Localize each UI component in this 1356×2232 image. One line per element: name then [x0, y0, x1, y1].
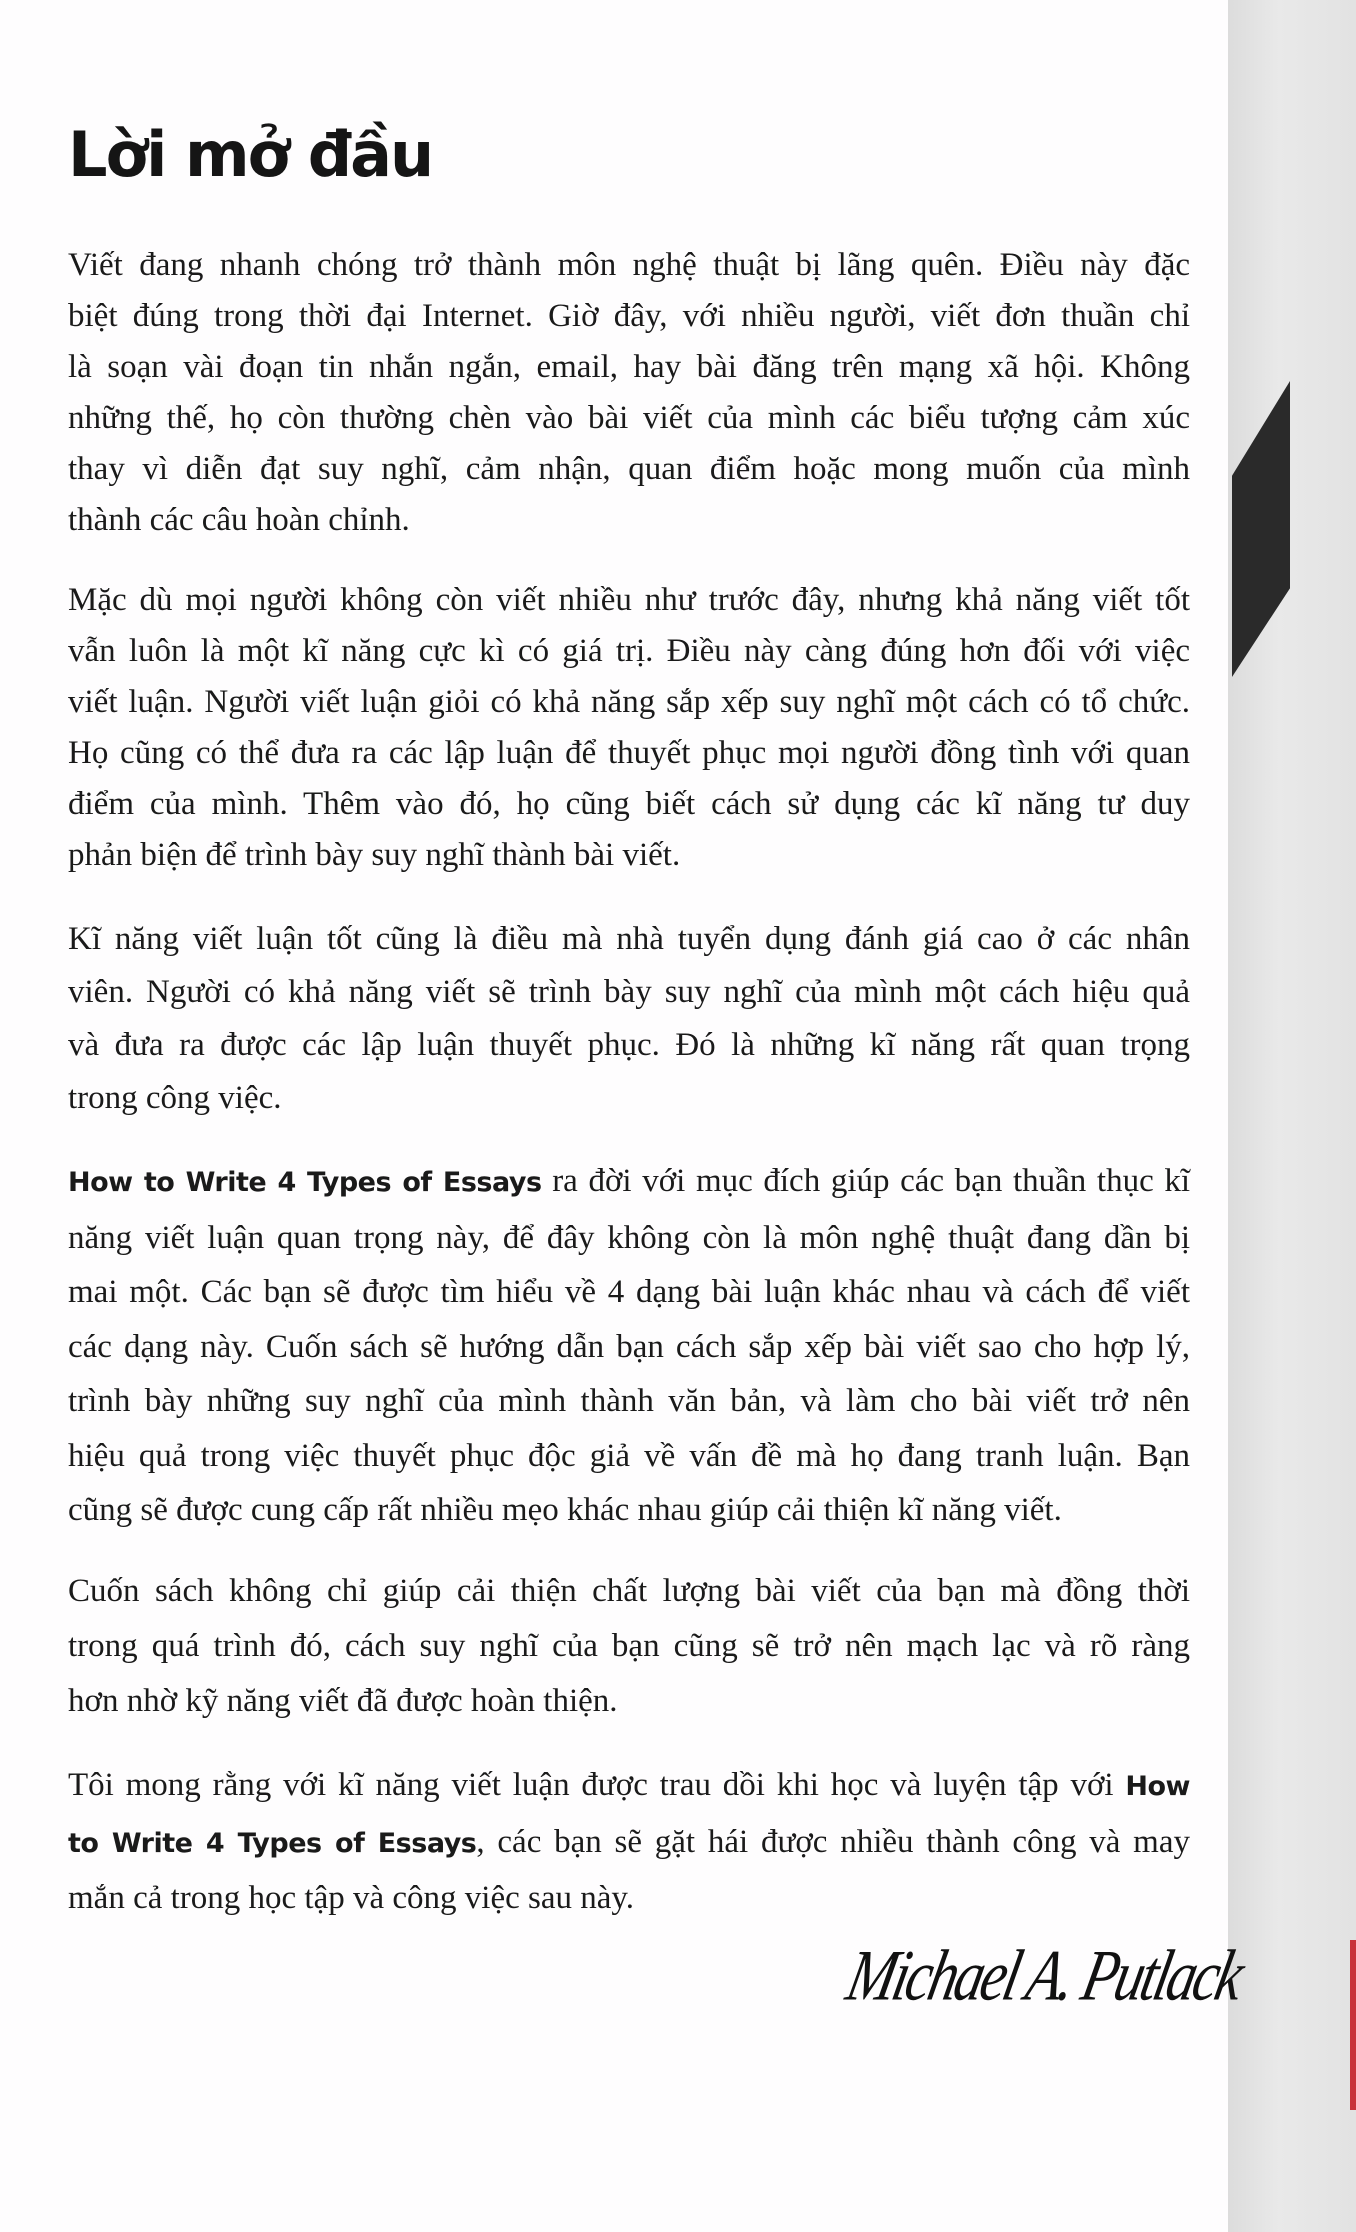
text-line — [68, 677, 1190, 728]
text-segment: là soạn vài đoạn tin nhắn ngắn, email, hay bài đăng trên mạng xã hội. Không — [68, 349, 1190, 385]
text-line — [68, 240, 1190, 291]
text-segment: trong công việc. — [68, 1080, 282, 1116]
text-segment: , các bạn sẽ gặt hái được nhiều thành công và may — [476, 1823, 1190, 1860]
text-segment: năng viết luận quan trọng này, để đây không còn là môn nghệ thuật đang dần bị — [68, 1219, 1190, 1256]
text-segment: thay vì diễn đạt suy nghĩ, cảm nhận, quan điểm hoặc mong muốn của mình — [68, 451, 1190, 487]
paragraph — [68, 1758, 1190, 1927]
text-segment: Cuốn sách không chỉ giúp cải thiện chất lượng bài viết của bạn mà đồng thời — [68, 1573, 1190, 1609]
author-signature: Michael A. Putlack — [840, 1934, 1249, 2016]
text-line — [68, 1619, 1190, 1674]
text-line — [68, 913, 1190, 966]
text-segment: Tôi mong rằng với kĩ năng viết luận được trau dồi khi học và luyện tập với — [68, 1767, 1126, 1803]
book-cover-edge — [1350, 1940, 1356, 2110]
text-line — [68, 779, 1190, 830]
paragraph — [68, 913, 1190, 1125]
text-line — [68, 966, 1190, 1019]
text-segment: các dạng này. Cuốn sách sẽ hướng dẫn bạn cách sắp xếp bài viết sao cho hợp lý, — [68, 1328, 1190, 1365]
text-line — [68, 1674, 1190, 1729]
text-segment: và đưa ra được các lập luận thuyết phục. Đó là những kĩ năng rất quan trọng — [68, 1027, 1190, 1063]
text-line — [68, 444, 1190, 495]
text-line — [68, 393, 1190, 444]
text-segment: vẫn luôn là một kĩ năng cực kì có giá trị. Điều này càng đúng hơn đối với việc — [68, 633, 1190, 669]
text-line — [68, 1154, 1190, 1211]
text-segment: trình bày những suy nghĩ của mình thành văn bản, và làm cho bài viết trở nên — [68, 1383, 1190, 1419]
book-title-text: How — [1125, 1771, 1190, 1802]
paragraph — [68, 575, 1190, 881]
text-line — [68, 342, 1190, 393]
book-title-text: to Write 4 Types of Essays — [68, 1827, 477, 1859]
text-line — [68, 1483, 1190, 1538]
paragraph — [68, 240, 1190, 546]
text-segment: biệt đúng trong thời đại Internet. Giờ đây, với nhiều người, viết đơn thuần chỉ — [68, 298, 1190, 334]
text-segment: những thế, họ còn thường chèn vào bài viết của mình các biểu tượng cảm xúc — [68, 400, 1190, 436]
paragraph — [68, 1154, 1190, 1538]
text-line — [68, 1429, 1190, 1484]
text-segment: Kĩ năng viết luận tốt cũng là điều mà nhà tuyển dụng đánh giá cao ở các nhân — [68, 921, 1190, 957]
text-line — [68, 1265, 1190, 1320]
text-line — [68, 1211, 1190, 1266]
text-line — [68, 495, 1190, 546]
text-line — [68, 1758, 1190, 1815]
text-line — [68, 626, 1190, 677]
text-line — [68, 1871, 1190, 1927]
text-segment: viết luận. Người viết luận giỏi có khả năng sắp xếp suy nghĩ một cách có tổ chức. — [68, 684, 1190, 720]
paragraph — [68, 1564, 1190, 1729]
text-segment: Viết đang nhanh chóng trở thành môn nghệ thuật bị lãng quên. Điều này đặc — [68, 247, 1190, 283]
text-segment: trong quá trình đó, cách suy nghĩ của bạn cũng sẽ trở nên mạch lạc và rõ ràng — [68, 1628, 1190, 1664]
text-segment: điểm của mình. Thêm vào đó, họ cũng biết cách sử dụng các kĩ năng tư duy — [68, 786, 1190, 822]
text-segment: cũng sẽ được cung cấp rất nhiều mẹo khác nhau giúp cải thiện kĩ năng viết. — [68, 1492, 1062, 1528]
text-segment: mắn cả trong học tập và công việc sau này. — [68, 1880, 634, 1916]
text-segment: thành các câu hoàn chỉnh. — [68, 502, 410, 538]
text-segment: mai một. Các bạn sẽ được tìm hiểu về 4 dạng bài luận khác nhau và cách để viết — [68, 1274, 1190, 1310]
text-line — [68, 1815, 1190, 1872]
text-segment: ra đời với mục đích giúp các bạn thuần thục kĩ — [541, 1163, 1191, 1199]
text-segment: Họ cũng có thể đưa ra các lập luận để thuyết phục mọi người đồng tình với quan — [68, 735, 1190, 771]
text-segment: phản biện để trình bày suy nghĩ thành bài viết. — [68, 837, 681, 873]
text-line — [68, 1564, 1190, 1619]
text-segment: hơn nhờ kỹ năng viết đã được hoàn thiện. — [68, 1683, 618, 1719]
text-line — [68, 291, 1190, 342]
page-title: Lời mở đầu — [68, 118, 433, 191]
text-segment: viên. Người có khả năng viết sẽ trình bày suy nghĩ của mình một cách hiệu quả — [68, 974, 1190, 1010]
text-line — [68, 1019, 1190, 1072]
text-line — [68, 575, 1190, 626]
text-segment: hiệu quả trong việc thuyết phục độc giả về vấn đề mà họ đang tranh luận. Bạn — [68, 1437, 1190, 1474]
book-title-text: How to Write 4 Types of Essays — [68, 1167, 542, 1198]
text-line — [68, 1072, 1190, 1125]
text-line — [68, 1320, 1190, 1375]
text-segment: Mặc dù mọi người không còn viết nhiều như trước đây, nhưng khả năng viết tốt — [68, 582, 1190, 618]
text-line — [68, 728, 1190, 779]
text-line — [68, 1374, 1190, 1429]
page-edge — [1228, 0, 1356, 2232]
text-line — [68, 830, 1190, 881]
